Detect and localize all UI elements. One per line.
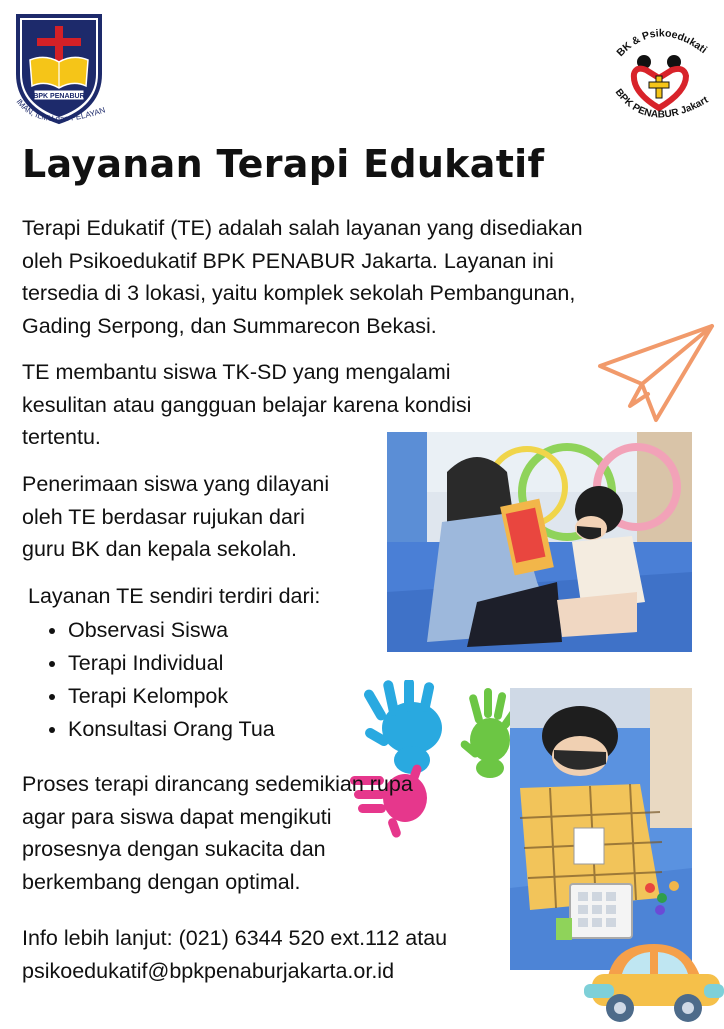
list-item: Observasi Siswa xyxy=(28,614,275,647)
intro-line: oleh Psikoedukatif BPK PENABUR Jakarta. Layanan ini xyxy=(22,248,554,273)
process-line: agar para siswa dapat mengikuti xyxy=(22,804,332,829)
process-paragraph xyxy=(22,768,413,898)
intro-line: Terapi Edukatif (TE) adalah salah layanan yang disediakan xyxy=(22,216,583,240)
contact-line-phone: Info lebih lanjut: (021) 6344 520 ext.112 atau xyxy=(22,926,448,950)
shield-banner-text: BPK PENABUR xyxy=(33,93,85,100)
referral-line: Penerimaan siswa yang dilayani xyxy=(22,472,330,496)
help-line: TE membantu siswa TK-SD yang mengalami xyxy=(22,360,451,384)
services-list xyxy=(28,614,275,746)
shield-motto-text: IMAN, ILMU dan PELAYAN xyxy=(14,97,107,124)
list-item: Terapi Kelompok xyxy=(28,680,275,713)
page-title: Layanan Terapi Edukatif xyxy=(22,142,545,186)
process-line: berkembang dengan optimal. xyxy=(22,869,301,894)
help-line: kesulitan atau gangguan belajar karena kondisi xyxy=(22,392,472,417)
paper-plane-icon xyxy=(596,322,718,426)
logo-bottom-text: BPK PENABUR Jakart xyxy=(612,86,711,121)
list-item: Terapi Individual xyxy=(28,647,275,680)
help-line: tertentu. xyxy=(22,425,101,449)
process-line: Proses terapi dirancang sedemikian rupa xyxy=(22,772,413,796)
bpk-penabur-shield-logo xyxy=(10,12,112,134)
referral-line: oleh TE berdasar rujukan dari xyxy=(22,504,305,529)
referral-paragraph xyxy=(22,468,329,566)
intro-line: Gading Serpong, dan Summarecon Bekasi. xyxy=(22,313,437,338)
contact-info xyxy=(22,922,447,987)
referral-line: guru BK dan kepala sekolah. xyxy=(22,537,297,561)
process-line: prosesnya dengan sukacita dan xyxy=(22,837,326,861)
child-playing-photo xyxy=(510,688,692,970)
toy-car-icon xyxy=(584,936,724,1024)
list-item: Konsultasi Orang Tua xyxy=(28,713,275,746)
intro-paragraph xyxy=(22,212,583,342)
contact-email-link[interactable]: psikoedukatif@bpkpenaburjakarta.or.id xyxy=(22,958,395,983)
bk-psikoedukatif-logo xyxy=(606,20,712,132)
intro-line: tersedia di 3 lokasi, yaitu komplek sekolah Pembangunan, xyxy=(22,281,576,305)
services-heading: Layanan TE sendiri terdiri dari: xyxy=(28,584,321,608)
therapy-session-photo xyxy=(387,432,692,652)
logo-top-text: BK & Psikoedukati xyxy=(614,27,710,59)
